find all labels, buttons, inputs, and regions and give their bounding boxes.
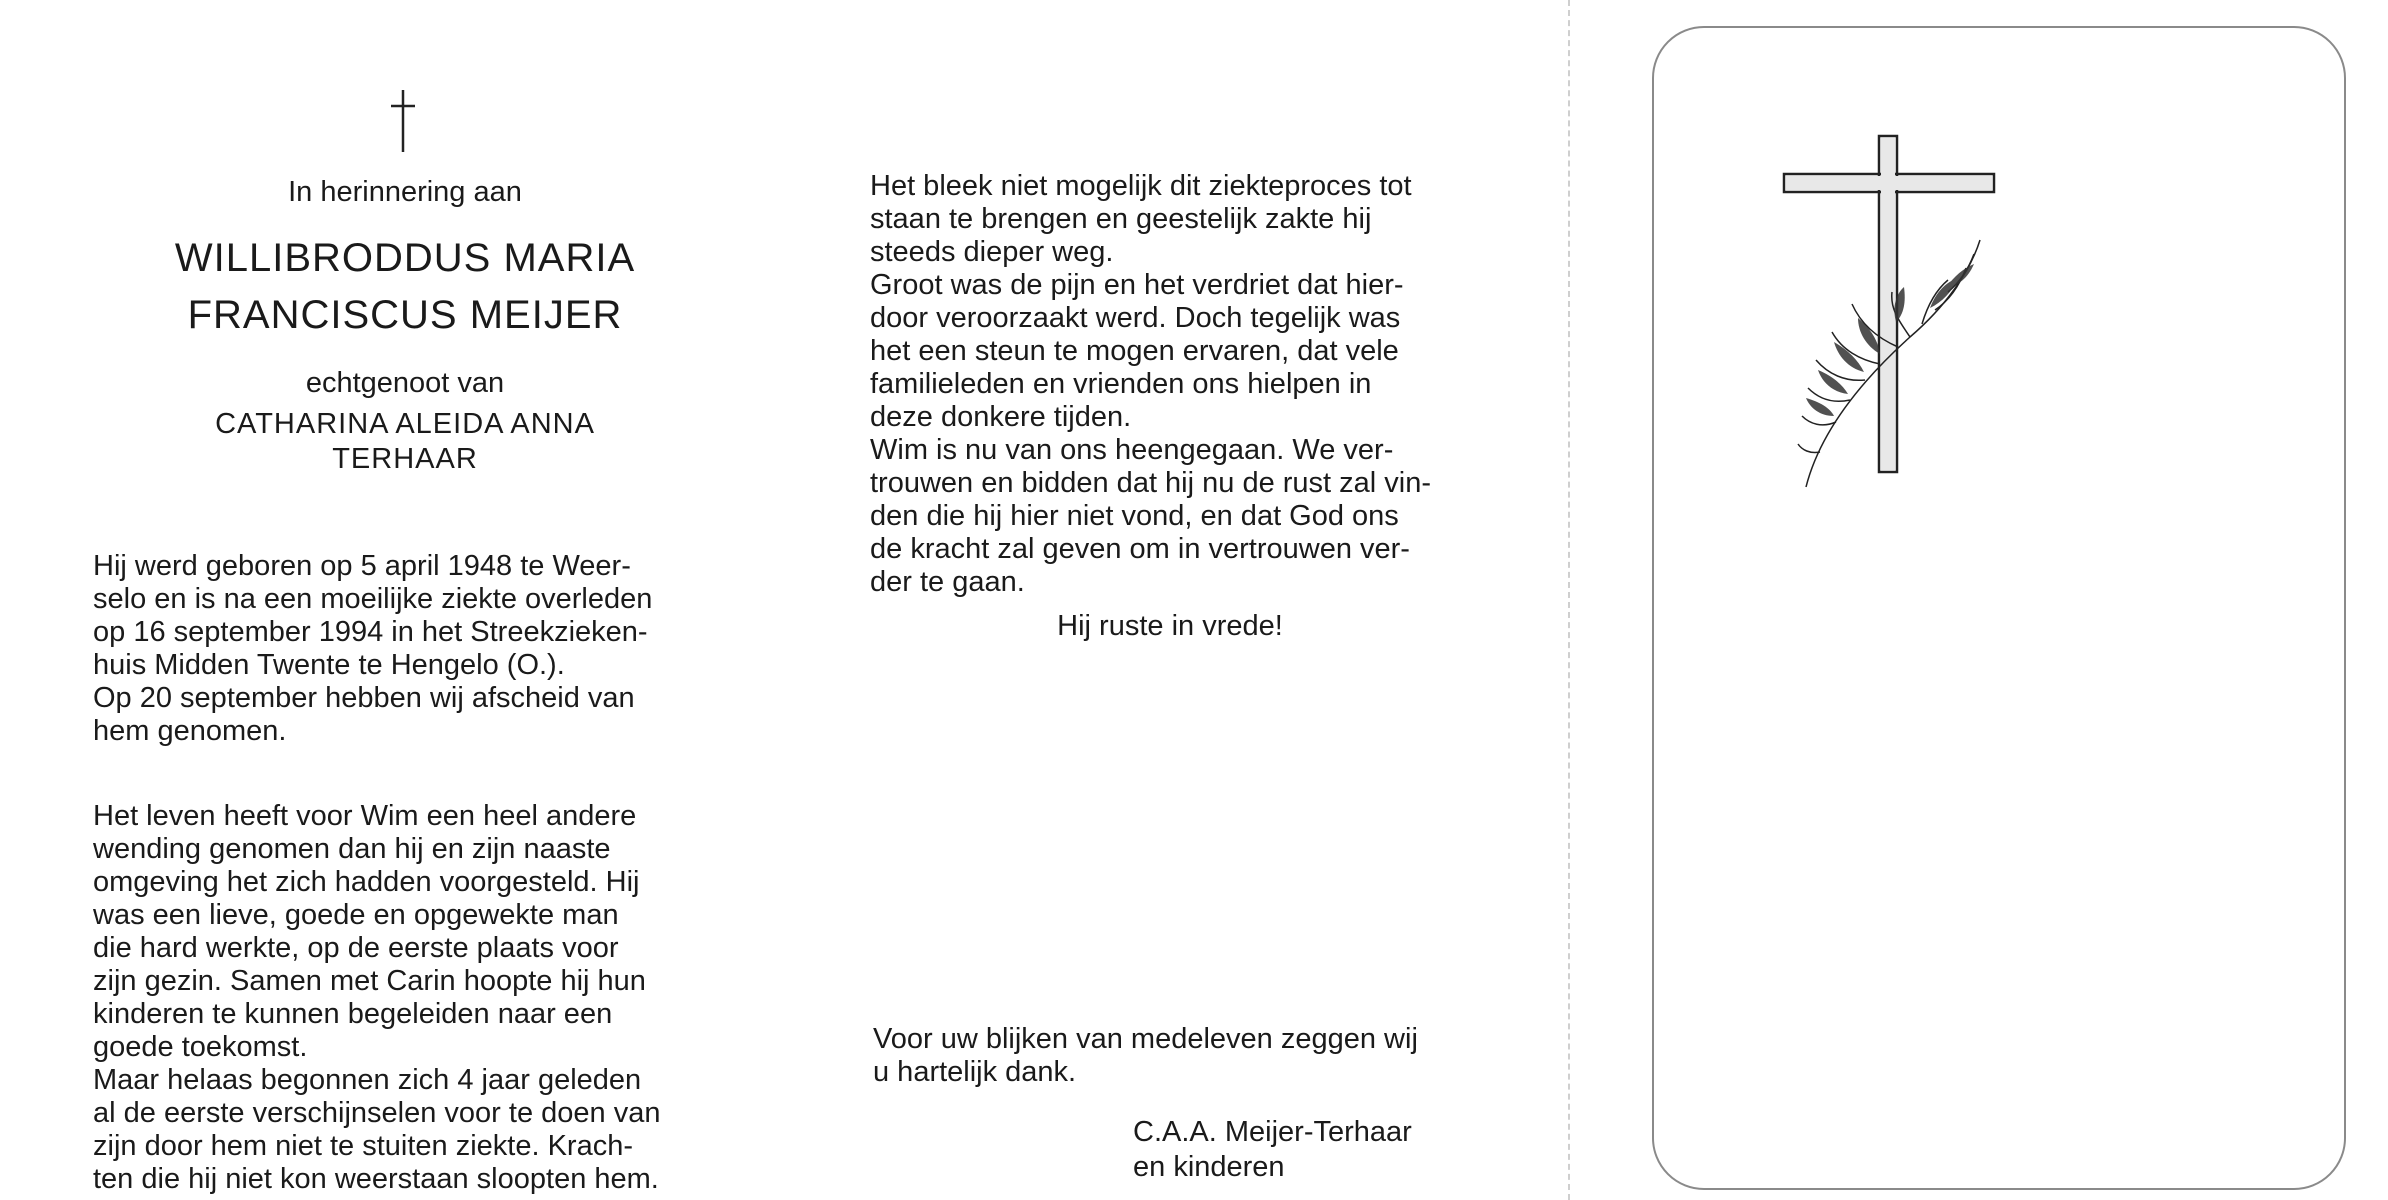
cross-icon <box>388 88 418 154</box>
signature-name: C.A.A. Meijer-Terhaar <box>1133 1116 1412 1148</box>
deceased-name-line1: WILLIBRODDUS MARIA <box>174 236 636 280</box>
birth-death-paragraph: Hij werd geboren op 5 april 1948 te Weer- selo en is na een moeilijke ziekte overleden op 16 september 1994 in het Streekzieken- huis Midden Twente te Hengelo (O.). Op 20 september hebben wij afscheid van hem genomen. <box>93 550 653 747</box>
rest-in-peace-line: Hij ruste in vrede! <box>1057 610 1283 642</box>
spouse-intro: echtgenoot van <box>305 367 505 399</box>
illness-paragraph: Het bleek niet mogelijk dit ziekteproces tot staan te brengen en geestelijk zakte hij steeds dieper weg. Groot was de pijn en het verdriet dat hier- door veroorzaakt werd. Doch tegelijk was het een steun te mogen ervaren, dat vele familieleden en vrienden ons hielpen in deze donkere tijden. Wim is nu van ons heengegaan. We ver- trouwen en bidden dat hij nu de rust zal vin- den die hij hier niet vond, en dat God ons de kracht zal geven om in vertrouwen ver- der te gaan. <box>870 170 1432 598</box>
deceased-name-line2: FRANCISCUS MEIJER <box>187 293 623 337</box>
life-paragraph: Het leven heeft voor Wim een heel andere wending genomen dan hij en zijn naaste omgeving het zich hadden voorgesteld. Hij was een lieve, goede en opgewekte man die hard werkte, op de eerste plaats voor zijn gezin. Samen met Carin hoopte hij hun kinderen te kunnen begeleiden naar een goede toekomst. Maar helaas begonnen zich 4 jaar geleden al de eerste verschijnselen voor te doen van zijn door hem niet te stuiten ziekte. Krach- ten die hij niet kon weerstaan sloopten hem. <box>93 800 661 1195</box>
spouse-name-line2: TERHAAR <box>332 443 478 475</box>
thanks-paragraph: Voor uw blijken van medeleven zeggen wij u hartelijk dank. <box>873 1023 1418 1088</box>
left-page <box>0 0 770 1200</box>
signature-block <box>1133 1115 1412 1185</box>
cross-with-palm-branch-icon <box>1780 132 2000 492</box>
memorial-header: In herinnering aan <box>288 176 522 208</box>
fold-line <box>1568 0 1570 1200</box>
signature-family: en kinderen <box>1133 1151 1285 1183</box>
spouse-name-line1: CATHARINA ALEIDA ANNA <box>215 408 595 440</box>
